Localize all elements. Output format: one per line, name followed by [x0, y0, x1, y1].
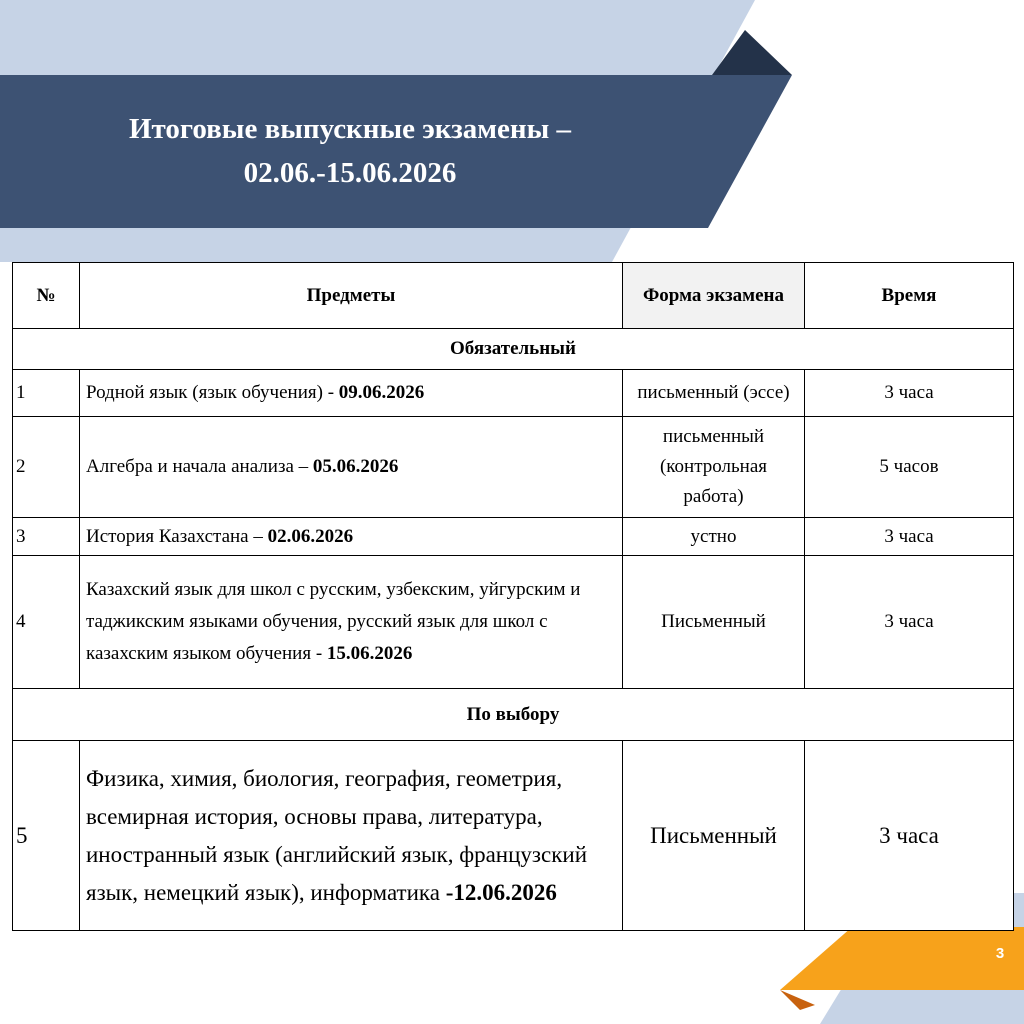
- orange-dark-fold: [780, 990, 815, 1010]
- page-title: [129, 107, 571, 195]
- title-band: [0, 75, 790, 227]
- exam-date: 09.06.2026: [338, 382, 425, 403]
- header-row: [13, 263, 1014, 329]
- section-choice-label: По выбору: [13, 689, 1014, 741]
- row-subject: [80, 556, 623, 689]
- header-time: Время: [805, 263, 1014, 329]
- row-subject: [80, 370, 623, 417]
- row-form: письменный (эссе): [623, 370, 805, 417]
- row-num: 1: [13, 370, 80, 417]
- row-form: письменный (контрольная работа): [623, 417, 805, 518]
- row-form: Письменный: [623, 556, 805, 689]
- subject-text: Родной язык (язык обучения) -: [86, 382, 339, 403]
- row-time: 3 часа: [805, 741, 1014, 931]
- section-row-choice: [13, 689, 1014, 741]
- row-num: 4: [13, 556, 80, 689]
- exams-table: [12, 262, 1014, 931]
- row-time: 3 часа: [805, 518, 1014, 556]
- subject-text: История Казахстана –: [86, 525, 268, 547]
- title-line-2: 02.06.-15.06.2026: [243, 157, 457, 189]
- header-num: №: [13, 263, 80, 329]
- row-time: 5 часов: [805, 417, 1014, 518]
- header-form: Форма экзамена: [623, 263, 805, 329]
- table-row: [13, 518, 1014, 556]
- table-row: [13, 370, 1014, 417]
- subject-text: Алгебра и начала анализа –: [86, 456, 313, 477]
- row-time: 3 часа: [805, 556, 1014, 689]
- exam-date: 15.06.2026: [326, 643, 413, 664]
- page-number: 3: [995, 945, 1005, 962]
- row-num: 5: [13, 741, 80, 931]
- row-form: Письменный: [623, 741, 805, 931]
- table-row: [13, 741, 1014, 931]
- subject-text: Казахский язык для школ с русским, узбекским, уйгурским и таджикским языками обучения, русский язык для школ с казахским языком обучения -: [86, 579, 581, 664]
- row-subject: [80, 518, 623, 556]
- exam-date: 02.06.2026: [267, 525, 354, 547]
- subject-text: Физика, химия, биология, география, геометрия, всемирная история, основы права, литература, иностранный язык (английский язык, французский язык, немецкий язык), информатика: [86, 765, 588, 905]
- section-row-required: [13, 329, 1014, 370]
- exam-date: -12.06.2026: [445, 879, 557, 905]
- row-time: 3 часа: [805, 370, 1014, 417]
- row-num: 2: [13, 417, 80, 518]
- row-num: 3: [13, 518, 80, 556]
- row-subject: [80, 741, 623, 931]
- header-subjects: Предметы: [80, 263, 623, 329]
- table-row: [13, 417, 1014, 518]
- table-row: [13, 556, 1014, 689]
- title-line-1: Итоговые выпускные экзамены –: [129, 113, 571, 145]
- section-required-label: Обязательный: [13, 329, 1014, 370]
- exam-date: 05.06.2026: [312, 456, 399, 477]
- row-subject: [80, 417, 623, 518]
- row-form: устно: [623, 518, 805, 556]
